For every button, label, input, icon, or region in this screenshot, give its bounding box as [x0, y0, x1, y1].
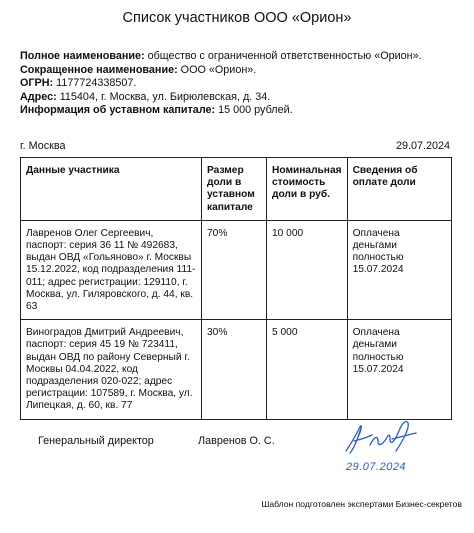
document-place: г. Москва [20, 140, 66, 152]
info-short-name: Сокращенное наименование: ООО «Орион». [20, 63, 257, 76]
table-header-row [21, 158, 452, 221]
participant-cell: Виноградов Дмитрий Андреевич, паспорт: серия 45 19 № 723411, выдан ОВД по району Северный г. Москвы 04.04.2022, код подразделения 020-022; адрес регистрации: 107589, г. Москва, ул. Липецкая, д. 60, кв. 77 [21, 320, 202, 419]
handwritten-signature-icon [340, 415, 420, 463]
header-nominal: Номинальная стоимость доли в руб. [267, 158, 348, 221]
document-date: 29.07.2024 [395, 140, 450, 152]
table-row [21, 220, 452, 319]
header-participant: Данные участника [21, 158, 202, 221]
payment-cell: Оплачена деньгами полностью 15.07.2024 [347, 220, 451, 319]
signatory-name: Лавренов О. С. [198, 435, 275, 447]
signatory-role: Генеральный директор [38, 435, 154, 447]
info-full-name: Полное наименование: общество с ограниченной ответственностью «Орион». [20, 50, 422, 62]
nominal-cell: 10 000 [267, 220, 348, 319]
share-cell: 70% [202, 220, 267, 319]
handwritten-date: 29.07.2024 [346, 461, 407, 473]
header-payment: Сведения об оплате доли [347, 158, 451, 221]
info-ogrn: ОГРН: 1177724338507. [20, 77, 137, 90]
header-share: Размер доли в уставном капитале [202, 158, 267, 221]
info-capital: Информация об уставном капитале: 15 000 рублей. [20, 104, 293, 117]
payment-cell: Оплачена деньгами полностью 15.07.2024 [347, 320, 451, 419]
company-info [20, 50, 422, 118]
template-footer: Шаблон подготовлен экспертами Бизнес-секретов [261, 499, 462, 509]
participants-table [20, 157, 452, 420]
share-cell: 30% [202, 320, 267, 419]
document-title: Список участников ООО «Орион» [122, 10, 352, 26]
info-address: Адрес: 115404, г. Москва, ул. Бирюлевская, д. 34. [20, 90, 271, 103]
table-row [21, 320, 452, 419]
participant-cell: Лавренов Олег Сергеевич, паспорт: серия 36 11 № 492683, выдан ОВД «Гольяново» г. Москвы 15.12.2022, код подразделения 111-011; адрес регистрации: 129110, г. Москва, ул. Гиляровского, д. 44, кв. 63 [21, 220, 202, 319]
nominal-cell: 5 000 [267, 320, 348, 419]
